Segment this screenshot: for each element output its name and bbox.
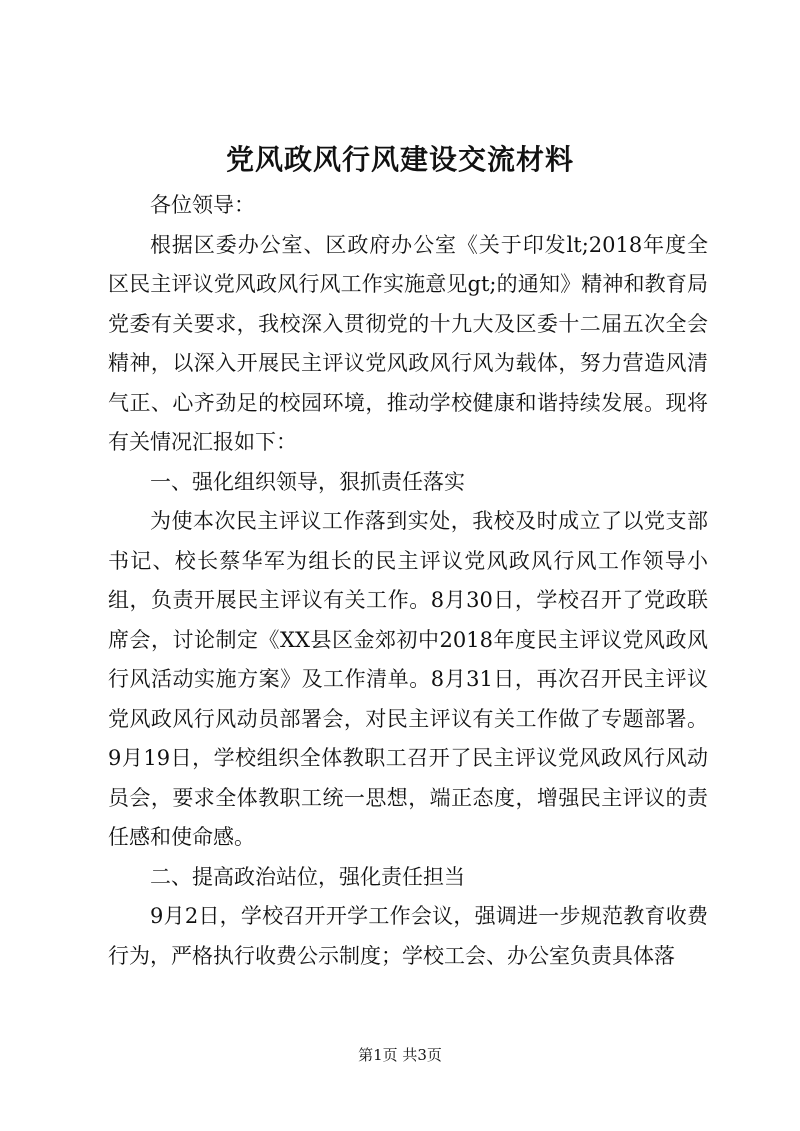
salutation: 各位领导：	[150, 193, 255, 217]
section-1-heading: 一、强化组织领导，狠抓责任落实	[150, 469, 465, 494]
section-1-paragraph: 为使本次民主评议工作落到实处，我校及时成立了以党支部书记、校长蔡华军为组长的民主评议党风政风行风工作领导小组，负责开展民主评议有关工作。8月30日，学校召开了党政联席会，讨论制定《XX县区金郊初中2018年度民主评议党风政风行风活动实施方案》及工作清单。8月31日，再次召开民主评议党风政风行风动员部署会，对民主评议有关工作做了专题部署。9月19日，学校组织全体教职工召开了民主评议党风政风行风动员会，要求全体教职工统一思想，端正态度，增强民主评议的责任感和使命感。	[108, 509, 708, 849]
page-footer: 第1页 共3页	[358, 1046, 442, 1064]
intro-paragraph: 根据区委办公室、区政府办公室《关于印发lt;2018年度全区民主评议党风政风行风工作实施意见gt;的通知》精神和教育局党委有关要求，我校深入贯彻党的十九大及区委十二届五次全会精神，以深入开展民主评议党风政风行风为载体，努力营造风清气正、心齐劲足的校园环境，推动学校健康和谐持续发展。现将有关情况汇报如下：	[108, 232, 708, 454]
section-2-heading: 二、提高政治站位，强化责任担当	[150, 864, 465, 889]
section-2-paragraph: 9月2日，学校召开开学工作会议，强调进一步规范教育收费行为，严格执行收费公示制度；学校工会、办公室负责具体落	[108, 904, 708, 968]
document-title: 党风政风行风建设交流材料	[225, 143, 574, 176]
document-body	[108, 186, 708, 976]
